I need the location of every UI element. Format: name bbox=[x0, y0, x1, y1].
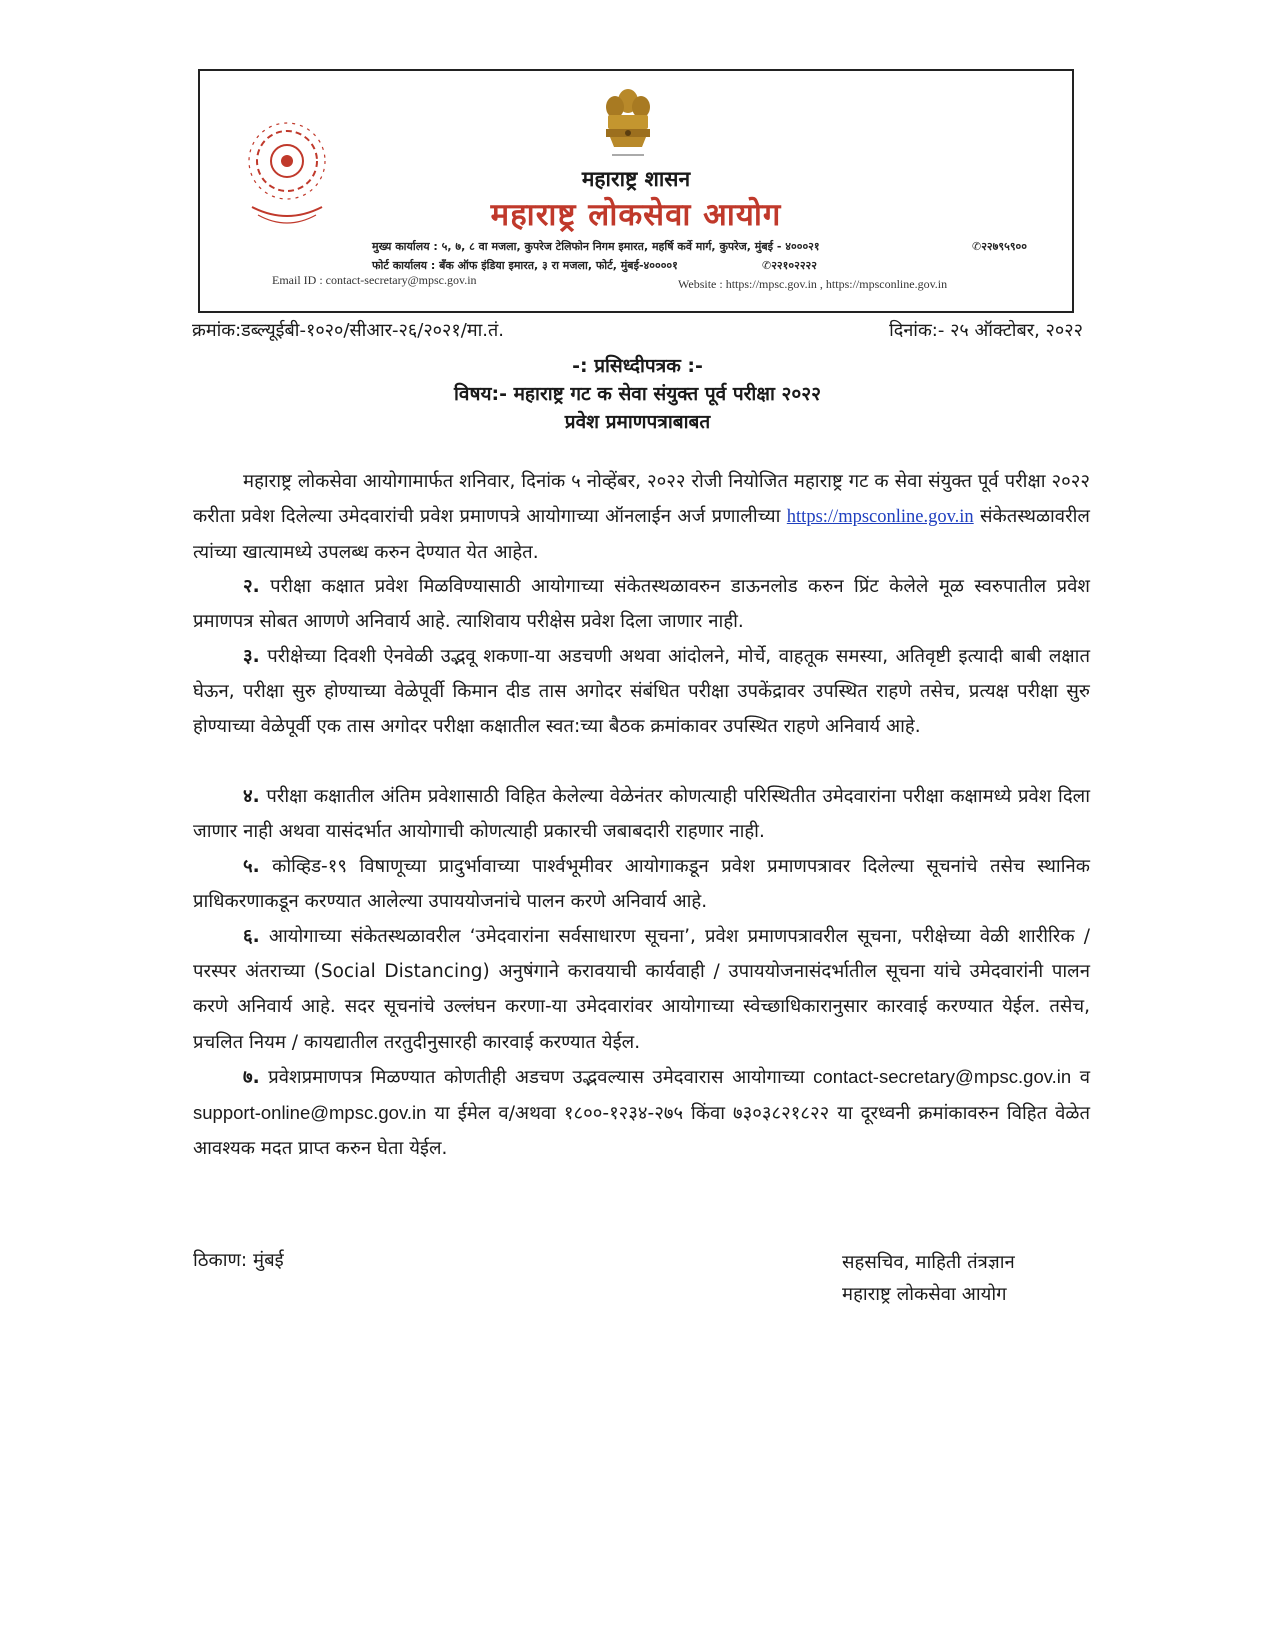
paragraph-4-text: परीक्षा कक्षातील अंतिम प्रवेशासाठी विहित केलेल्या वेळेनंतर कोणत्याही परिस्थितीत उमेदवारांना परीक्षा कक्षामध्ये प्रवेश दिला जाणार नाही अथवा यासंदर्भात आयोगाची कोणत्याही प्रकारची जबाबदारी राहणार नाही. bbox=[193, 786, 1090, 843]
paragraph-1-text-end: संकेतस्थळावरील त्यांच्या खात्यामध्ये उपलब्ध करुन देण्यात येत आहेत. bbox=[193, 506, 1090, 564]
paragraph-2-text: परीक्षा कक्षात प्रवेश मिळविण्यासाठी आयोगाच्या संकेतस्थळावरुन डाऊनलोड करुन प्रिंट केलेले मूळ स्वरुपातील प्रवेश प्रमाणपत्र सोबत आणणे अनिवार्य आहे. त्याशिवाय परीक्षेस प्रवेश दिला जाणार नाही. bbox=[193, 576, 1090, 633]
paragraph-3-text: परीक्षेच्या दिवशी ऐनवेळी उद्भवू शकणा-या अडचणी अथवा आंदोलने, मोर्चे, वाहतूक समस्या, अतिवृष्टी इत्यादी बाबी लक्षात घेऊन, परीक्षा सुरु होण्याच्या वेळेपूर्वी किमान दीड तास अगोदर संबंधित परीक्षा उपकेंद्रावर उपस्थित राहणे तसेच, प्रत्यक्ष परीक्षा सुरु होण्याच्या वेळेपूर्वी एक तास अगोदर परीक्षा कक्षातील स्वत:च्या बैठक क्रमांकावर उपस्थित राहणे अनिवार्य आहे. bbox=[193, 646, 1090, 738]
paragraph-number: ३. bbox=[243, 646, 260, 667]
press-note-title: -: प्रसिध्दीपत्रक :- bbox=[572, 355, 703, 377]
fort-office-phone: ✆२२१०२२२२ bbox=[762, 259, 817, 272]
paragraph-5 bbox=[193, 849, 1090, 919]
paragraph-number: ७. bbox=[243, 1067, 260, 1088]
support-online-email[interactable]: support-online@mpsc.gov.in bbox=[193, 1102, 427, 1124]
reference-number: क्रमांक:डब्ल्यूईबी-१०२०/सीआर-२६/२०२१/मा.तं. bbox=[192, 320, 504, 341]
place: ठिकाण: मुंबई bbox=[193, 1250, 284, 1271]
paragraph-2 bbox=[193, 569, 1090, 639]
paragraph-1-text: महाराष्ट्र लोकसेवा आयोगामार्फत शनिवार, दिनांक ५ नोव्हेंबर, २०२२ रोजी नियोजित महाराष्ट्र गट क सेवा संयुक्त पूर्व परीक्षा २०२२ करीता प्रवेश दिलेल्या उमेदवारांची प्रवेश प्रमाणपत्रे आयोगाच्या ऑनलाईन अर्ज प्रणालीच्या bbox=[193, 471, 1090, 528]
paragraph-number: ४. bbox=[243, 786, 260, 807]
paragraph-5-text: कोव्हिड-१९ विषाणूच्या प्रादुर्भावाच्या पार्श्वभूमीवर आयोगाकडून प्रवेश प्रमाणपत्रावर दिलेल्या सूचनांचे तसेच स्थानिक प्राधिकरणाकडून करण्यात आलेल्या उपाययोजनांचे पालन करणे अनिवार्य आहे. bbox=[193, 856, 1090, 913]
paragraph-number: २. bbox=[243, 576, 260, 597]
letterhead-email: Email ID : contact-secretary@mpsc.gov.in bbox=[272, 273, 477, 287]
main-office-address: मुख्य कार्यालय : ५, ७, ८ वा मजला, कुपरेज टेलिफोन निगम इमारत, महर्षि कर्वे मार्ग, कुपरेज, मुंबई - ४०००२१ bbox=[372, 240, 820, 253]
paragraph-number: ६. bbox=[243, 926, 260, 947]
paragraph-7-conjunction: व bbox=[1079, 1067, 1091, 1088]
subject-line: विषय:- महाराष्ट्र गट क सेवा संयुक्त पूर्व परीक्षा २०२२ bbox=[453, 383, 822, 405]
paragraph-6 bbox=[193, 919, 1090, 1060]
government-name: महाराष्ट्र शासन bbox=[581, 166, 691, 191]
paragraph-number: ५. bbox=[243, 856, 260, 877]
paragraph-4 bbox=[193, 779, 1090, 849]
fort-office-address: फोर्ट कार्यालय : बँक ऑफ इंडिया इमारत, ३ रा मजला, फोर्ट, मुंबई-४००००१ bbox=[372, 259, 678, 272]
commission-name: महाराष्ट्र लोकसेवा आयोग bbox=[490, 197, 782, 233]
letterhead bbox=[198, 69, 1074, 313]
letterhead-website: Website : https://mpsc.gov.in , https://mpsconline.gov.in bbox=[678, 277, 948, 291]
paragraph-6-text: आयोगाच्या संकेतस्थळावरील ‘उमेदवारांना सर्वसाधारण सूचना’, प्रवेश प्रमाणपत्रावरील सूचना, परीक्षेच्या वेळी शारीरिक / परस्पर अंतराच्या (Social Distancing) अनुषंगाने करावयाची कार्यवाही / उपाययोजनासंदर्भातील सूचना यांचे उमेदवारांनी पालन करणे अनिवार्य आहे. सदर सूचनांचे उल्लंघन करणा-या उमेदवारांवर आयोगाच्या स्वेच्छाधिकारानुसार कारवाई करण्यात येईल. तसेच, प्रचलित नियम / कायद्यातील तरतुदीनुसारही कारवाई करण्यात येईल. bbox=[193, 926, 1090, 1053]
paragraph-3 bbox=[193, 639, 1090, 745]
ashoka-emblem-icon bbox=[598, 85, 658, 165]
paragraph-7-text: प्रवेशप्रमाणपत्र मिळण्यात कोणतीही अडचण उद्भवल्यास उमेदवारास आयोगाच्या bbox=[268, 1067, 805, 1088]
paragraph-7 bbox=[193, 1059, 1090, 1167]
reference-line bbox=[192, 318, 1083, 342]
signatory-designation: सहसचिव, माहिती तंत्रज्ञान bbox=[842, 1252, 1015, 1273]
signatory-organization: महाराष्ट्र लोकसेवा आयोग bbox=[842, 1284, 1007, 1305]
subject-subtitle: प्रवेश प्रमाणपत्राबाबत bbox=[564, 411, 711, 433]
mpsconline-link[interactable]: https://mpsconline.gov.in bbox=[786, 507, 974, 528]
paragraph-7-text-end: या ईमेल व/अथवा १८००-१२३४-२७५ किंवा ७३०३८२१८२२ या दूरध्वनी क्रमांकावरुन विहित वेळेत आवश्यक मदत प्राप्त करुन घेता येईल. bbox=[193, 1103, 1090, 1160]
main-office-phone: ✆२२७९५९०० bbox=[972, 240, 1027, 253]
signature-block bbox=[842, 1247, 1015, 1311]
paragraph-1 bbox=[193, 464, 1090, 571]
reference-date: दिनांक:- २५ ऑक्टोबर, २०२२ bbox=[889, 320, 1083, 341]
contact-secretary-email[interactable]: contact-secretary@mpsc.gov.in bbox=[813, 1066, 1072, 1087]
